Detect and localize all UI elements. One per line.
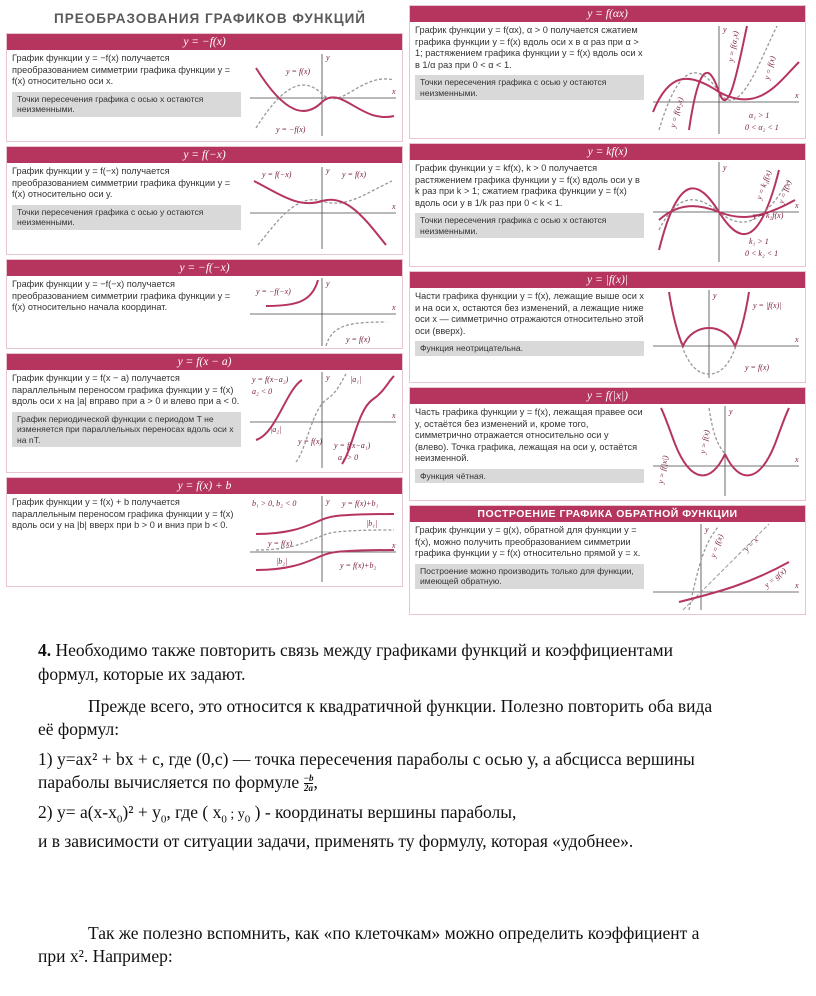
fraction-denominator: 2a [303, 783, 313, 794]
block-header: y = kf(x) [410, 144, 805, 160]
label: y = f(x) [298, 437, 323, 446]
graph-abs-fx [649, 288, 805, 372]
label: y = −f(−x) [256, 287, 292, 296]
formula-line-1b [38, 772, 318, 793]
graph-fx-plus-b [246, 494, 402, 570]
paragraph-text: формул, которые их задают. [38, 664, 246, 684]
paragraph-text: Необходимо также повторить связь между графиками функций и коэффициентами [55, 640, 673, 660]
block-text [7, 163, 246, 233]
label: y = f(x)+b₁ [342, 499, 379, 508]
subscript: 0 [160, 813, 167, 826]
block-description: График функции y = f(αx), α > 0 получается сжатием графика функции y = f(x) вдоль оси x в α раз при α > 1; растяжением графика функции y = f(x) вдоль оси x в 1/α раз при 0 < α < 1. [415, 25, 643, 70]
paragraph-text: Прежде всего, это относится к квадратичной функции. Полезно повторить оба вида [88, 696, 713, 716]
formula-part: )² + y [122, 802, 161, 822]
axis-y-label: y [723, 163, 727, 172]
axis-x-label: x [392, 303, 396, 312]
label: |a₂| [270, 425, 282, 434]
block-note: Функция чётная. [415, 469, 644, 484]
label: y = f(x) [745, 363, 770, 372]
axis-x-label: x [795, 201, 799, 210]
label: y = f(|x|) [656, 454, 671, 485]
block-description: График функции y = g(x), обратной для функции y = f(x), можно получить преобразованием симметрии графика функции y = f(x) относительно прямой y = x. [415, 525, 641, 558]
label: y = x [742, 535, 761, 554]
block-note: Точки пересечения графика с осью x остаются неизменными. [12, 92, 241, 117]
poster-right-column [409, 5, 806, 619]
block-description: График функции y = −f(x) получается преобразованием симметрии графика функции y = f(x) относительно оси x. [12, 53, 231, 86]
graph-f-abs-x [649, 404, 805, 486]
block-f-abs-x [409, 387, 806, 501]
block-description: График функции y = f(x − a) получается параллельным переносом графика функции y = f(x) вдоль оси x на |a| вправо при a > 0 и влево при a < 0. [12, 373, 240, 406]
label: y = f(x) [762, 54, 778, 81]
block-fx-plus-b [6, 477, 403, 587]
block-neg-f-negx [6, 259, 403, 349]
block-header: y = −f(x) [7, 34, 402, 50]
graph-f-x-minus-a [246, 370, 402, 462]
graph-f-negx [246, 163, 402, 233]
block-note: Точки пересечения графика с осью y остаются неизменными. [415, 75, 644, 100]
label: y = f(x) [776, 178, 794, 205]
subscript: 0 [244, 813, 251, 826]
label: y = f(x−a₂) [252, 375, 289, 384]
label: a₁ > 0 [338, 453, 359, 462]
axis-y-label: y [729, 407, 733, 416]
axis-x-label: x [392, 87, 396, 96]
block-description: График функции y = kf(x), k > 0 получается растяжением графика функции y = f(x) вдоль оси y в k раз при k > 1; сжатием графика функции y = f(x) вдоль оси y в 1/k раз при 0 < k < 1. [415, 163, 640, 208]
label: α₁ > 1 [749, 111, 770, 120]
label: y = f(x) [698, 429, 712, 455]
axis-x-label: x [795, 335, 799, 344]
label: 0 < k₂ < 1 [745, 249, 779, 258]
block-header: y = f(|x|) [410, 388, 805, 404]
block-text [410, 160, 649, 241]
axis-x-label: x [795, 91, 799, 100]
label: y = f(x−a₁) [334, 441, 371, 450]
formula-part: ; y [226, 807, 245, 822]
axis-y-label: y [326, 279, 330, 288]
block-text [410, 522, 649, 592]
label: y = f(x) [286, 67, 311, 76]
block-text [7, 494, 246, 535]
axis-y-label: y [713, 291, 717, 300]
block-description: Часть графика функции y = f(x), лежащая правее оси y, остаётся без изменений и, кроме того, симметрично отражается относительно оси y (влево). Точка графика, лежащая на оси y, остаётся неизменной. [415, 407, 643, 463]
axis-x-label: x [392, 541, 396, 550]
block-k-fx [409, 143, 806, 267]
paragraph-4 [38, 640, 673, 661]
block-text [410, 288, 649, 359]
paragraph-number: 4. [38, 640, 52, 660]
block-header: y = f(x) + b [7, 478, 402, 494]
label: y = f(x) [346, 335, 371, 344]
label: |b₂| [276, 557, 288, 566]
block-note: Точки пересечения графика с осью x остаются неизменными. [415, 213, 644, 238]
block-header: y = −f(−x) [7, 260, 402, 276]
axis-y-label: y [705, 525, 709, 534]
paragraph-text: её формул: [38, 719, 120, 739]
label: y = f(α₁x) [726, 30, 741, 63]
block-header: y = f(αx) [410, 6, 805, 22]
graph-k-fx [649, 160, 805, 258]
block-f-negx [6, 146, 403, 255]
formula-line-1: 1) y=ax² + bx + c, где (0,c) — точка пересечения параболы с осью у, а абсцисса вершины [38, 749, 695, 769]
block-note: Построение можно производить только для функции, имеющей обратную. [415, 564, 644, 589]
block-text [410, 404, 649, 486]
axis-x-label: x [392, 411, 396, 420]
block-text [410, 22, 649, 103]
vertex-fraction [304, 774, 314, 793]
formula-line-2 [38, 802, 516, 826]
graph-inverse-function [649, 522, 805, 592]
block-abs-fx [409, 271, 806, 383]
axis-y-label: y [326, 53, 330, 62]
axis-x-label: x [795, 455, 799, 464]
block-description: Части графика функции y = f(x), лежащие выше оси x и на оси x, остаются без изменений, а лежащие ниже оси x — симметрично отражаются относительно этой оси (вверх). [415, 291, 644, 336]
block-text [7, 370, 246, 450]
formula-part: , где ( x [166, 802, 222, 822]
label: y = f(x) [268, 539, 293, 548]
graph-neg-fx [246, 50, 402, 134]
graph-neg-f-negx [246, 276, 402, 344]
block-note: Точки пересечения графика с осью y остаются неизменными. [12, 205, 241, 230]
label: y = k₁f(x) [754, 169, 774, 201]
block-header: y = |f(x)| [410, 272, 805, 288]
subscript: 0 [221, 813, 227, 826]
fraction-numerator: −b [303, 773, 314, 784]
paragraph-text: параболы вычисляется по формуле [38, 772, 304, 792]
block-header: y = f(x − a) [7, 354, 402, 370]
reference-poster [6, 5, 806, 607]
axis-y-label: y [326, 166, 330, 175]
block-header: ПОСТРОЕНИЕ ГРАФИКА ОБРАТНОЙ ФУНКЦИИ [410, 506, 805, 522]
block-header: y = f(−x) [7, 147, 402, 163]
label: y = f(α₂x) [668, 96, 686, 129]
label: y = f(x) [708, 532, 726, 559]
label: k₁ > 1 [749, 237, 770, 246]
label: y = k₂f(x) [753, 211, 784, 220]
block-description: График функции y = f(−x) получается преобразованием симметрии графика функции y = f(x) относительно оси y. [12, 166, 231, 199]
block-inverse-function [409, 505, 806, 615]
poster-title: ПРЕОБРАЗОВАНИЯ ГРАФИКОВ ФУНКЦИЙ [54, 11, 367, 26]
label: y = −f(x) [276, 125, 306, 134]
subscript: 0 [116, 813, 123, 826]
label: y = g(x) [762, 566, 789, 590]
block-text [7, 276, 246, 317]
block-f-alpha-x [409, 5, 806, 139]
formula-part: ) - координаты вершины параболы, [250, 802, 517, 822]
axis-y-label: y [326, 373, 330, 382]
formula-part: 2) y= a(x-x [38, 802, 117, 822]
label: 0 < α₂ < 1 [745, 123, 780, 132]
paragraph-text: при x². Например: [38, 946, 173, 966]
block-description: График функции y = −f(−x) получается преобразованием симметрии графика функции y = f(x) относительно начала координат. [12, 279, 231, 312]
axis-y-label: y [326, 497, 330, 506]
label: a₂ < 0 [252, 387, 273, 396]
block-note: График периодической функции с периодом T не изменяется при параллельных переносах вдоль оси x на nT. [12, 412, 241, 448]
block-note: Функция неотрицательна. [415, 341, 644, 356]
block-f-x-minus-a [6, 353, 403, 473]
block-neg-fx [6, 33, 403, 142]
axis-x-label: x [795, 581, 799, 590]
label: |a₁| [350, 375, 362, 384]
block-text [7, 50, 246, 120]
paragraph-text: , [313, 772, 318, 792]
poster-left-column [6, 5, 403, 591]
label: y = |f(x)| [753, 301, 782, 310]
graph-f-alpha-x [649, 22, 805, 132]
paragraph-text: и в зависимости от ситуации задачи, применять ту формулу, которая «удобнее». [38, 831, 634, 851]
label: b₁ > 0, b₂ < 0 [252, 499, 297, 508]
paragraph-text: Так же полезно вспомнить, как «по клеточкам» можно определить коэффициент а [88, 923, 700, 943]
label: y = f(−x) [262, 170, 292, 179]
label: y = f(x) [342, 170, 367, 179]
axis-x-label: x [392, 202, 396, 211]
block-description: График функции y = f(x) + b получается параллельным переносом графика функции y = f(x) вдоль оси y на |b| вверх при b > 0 и вниз при b < 0. [12, 497, 234, 530]
label: |b₁| [366, 519, 378, 528]
axis-y-label: y [723, 25, 727, 34]
label: y = f(x)+b₂ [340, 561, 377, 570]
